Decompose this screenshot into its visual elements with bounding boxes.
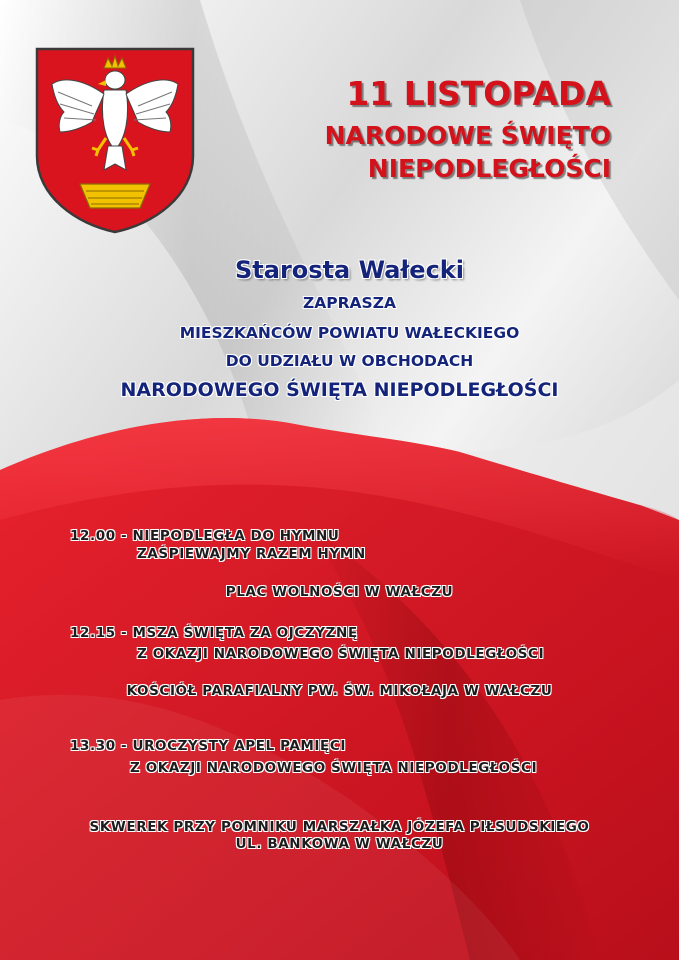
event-2-title: 12.15 - MSZA ŚWIĘTA ZA OJCZYZNĘ: [70, 625, 358, 641]
invitation-line-3: NARODOWEGO ŚWIĘTA NIEPODLEGŁOŚCI: [120, 379, 559, 401]
event-3-subtitle: Z OKAZJI NARODOWEGO ŚWIĘTA NIEPODLEGŁOŚCI: [130, 760, 538, 776]
event-3-location: SKWEREK PRZY POMNIKU MARSZAŁKA JÓZEFA PIŁSUDSKIEGO: [89, 819, 590, 835]
event-2-location: KOŚCIÓŁ PARAFIALNY PW. ŚW. MIKOŁAJA W WAŁCZU: [126, 683, 553, 699]
holiday-title-line-1: NARODOWE ŚWIĘTO: [324, 121, 611, 150]
date-heading: 11 LISTOPADA: [346, 74, 611, 113]
event-3-title: 13.30 - UROCZYSTY APEL PAMIĘCI: [70, 738, 346, 754]
invitation-verb: ZAPRASZA: [303, 294, 396, 312]
host-name: Starosta Wałecki: [235, 256, 464, 284]
event-3-location-street: UL. BANKOWA W WAŁCZU: [235, 836, 444, 852]
invitation-line-1: MIESZKAŃCÓW POWIATU WAŁECKIEGO: [179, 324, 520, 342]
event-1-title: 12.00 - NIEPODLEGŁA DO HYMNU: [70, 528, 340, 544]
event-2-subtitle: Z OKAZJI NARODOWEGO ŚWIĘTA NIEPODLEGŁOŚCI: [137, 646, 545, 662]
event-1-location: PLAC WOLNOŚCI W WAŁCZU: [225, 584, 454, 600]
holiday-title-line-2: NIEPODLEGŁOŚCI: [367, 154, 611, 183]
invitation-line-2: DO UDZIAŁU W OBCHODACH: [225, 352, 474, 370]
coat-of-arms-eagle-icon: [34, 46, 196, 234]
event-1-subtitle: ZAŚPIEWAJMY RAZEM HYMN: [137, 546, 366, 562]
